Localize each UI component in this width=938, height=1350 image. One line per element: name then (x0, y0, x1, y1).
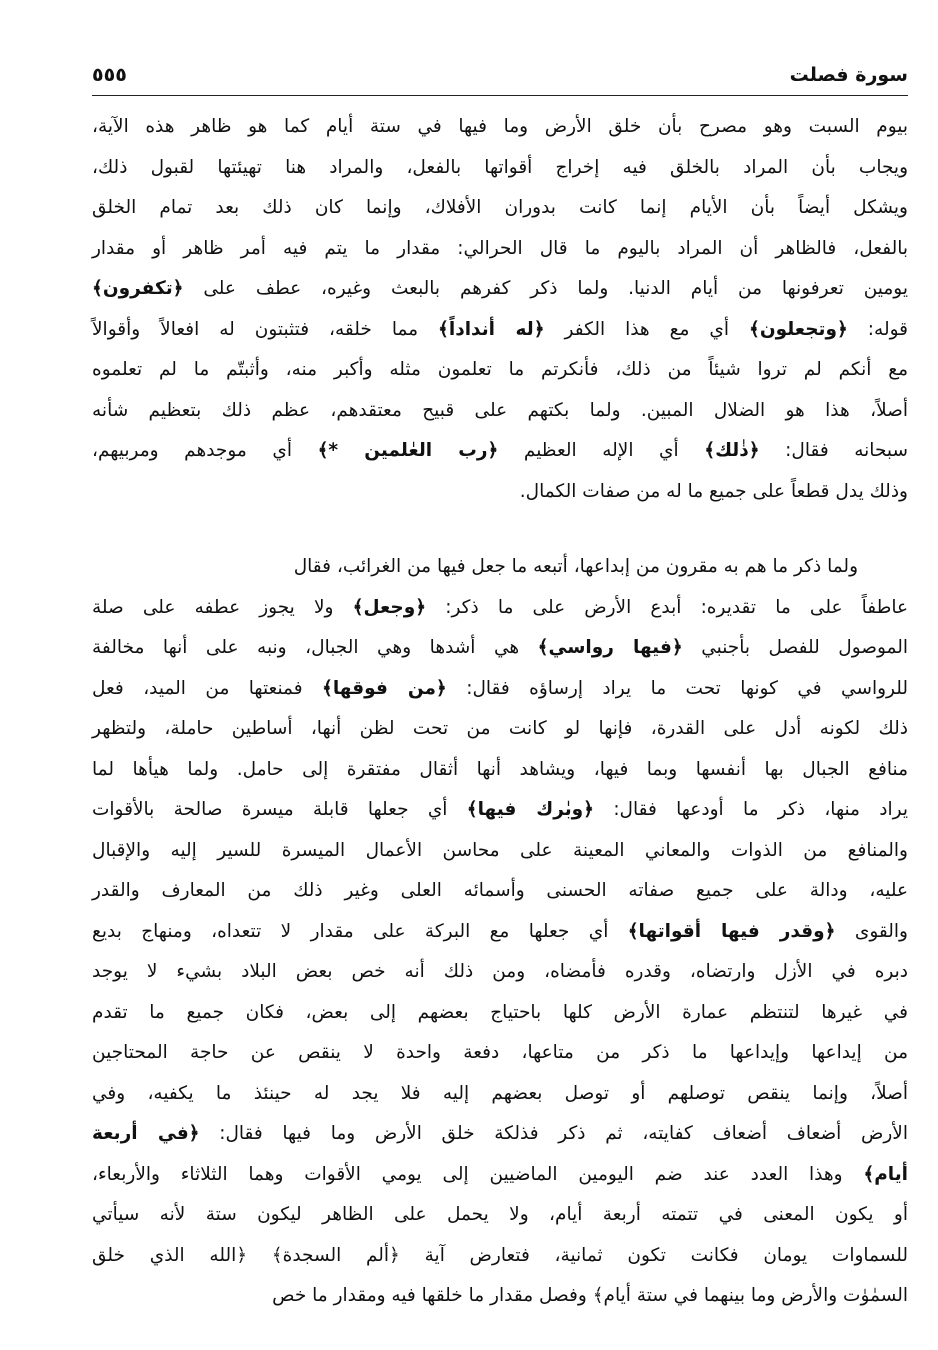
text-segment: أي جعلها قابلة ميسرة صالحة بالأقوات (92, 799, 467, 820)
text-segment: عاطفاً على ما تقديره: أبدع الأرض على ما ذكر: (426, 596, 909, 618)
text-segment: في غيرها لتنتظم عمارة الأرض كلها باحتياج بعضهم إلى بعض، فكان جميع ما تقدم (92, 1001, 908, 1023)
text-line (92, 628, 908, 669)
quran-quote: ﴿وجعل﴾ (352, 596, 427, 618)
text-segment: والقوى (835, 920, 908, 942)
text-segment: ذلك لكونه أدل على القدرة، فإنها لو كانت من تحت لظن أنها، أساطين حاملة، ولتظهر (92, 718, 908, 739)
text-segment: قوله: (847, 318, 908, 340)
text-line (92, 107, 908, 148)
text-segment: والمنافع من الذوات والمعاني المعينة على محاسن الأعمال الميسرة للسير إليه والإقبال (92, 839, 908, 861)
text-line (92, 1236, 908, 1277)
text-segment: للسماوات يومان فكانت تكون ثمانية، فتعارض آية (399, 1244, 908, 1266)
text-line (92, 871, 908, 912)
text-line (92, 229, 908, 270)
text-segment: أو يكون المعنى في تتمته أربعة أيام، ولا يحمل على الظاهر ليكون ستة لأنه سيأتي (92, 1204, 908, 1225)
text-segment: الموصول للفصل بأجنبي (682, 637, 908, 658)
text-line (92, 472, 908, 513)
text-segment: مما خلقه، فتثبتون له افعالاً وأقوالاً (92, 318, 439, 340)
text-line (92, 391, 908, 432)
text-segment: أي موجدهم ومربيهم، (92, 440, 318, 461)
text-segment: مع أنكم لم تروا شيئاً من ذلك، فأنكرتم ما تعلمون مثله وأكبر منه، وأثبتّم ما لم تعلموه (92, 359, 908, 380)
text-line (92, 669, 908, 710)
text-line (92, 912, 908, 953)
text-line (92, 310, 908, 351)
text-line (92, 1074, 908, 1115)
text-segment: دبره في الأزل وارتضاه، وقدره فأمضاه، ومن ذلك أنه خص بعض البلاد بشيء لا يوجد (92, 961, 908, 982)
quran-quote: ﴿رب العٰلمين *﴾ (317, 440, 499, 461)
text-segment: للرواسي في كونها تحت ما يراد إرساؤه فقال: (446, 677, 908, 699)
quran-quote: ﴿في أربعة (92, 1123, 200, 1144)
text-line (92, 431, 908, 472)
quran-quote: ﴿له أنداداً﴾ (438, 318, 545, 340)
text-line (92, 269, 908, 310)
quran-quote: ﴿وبٰرك فيها﴾ (466, 799, 595, 820)
text-segment: السمٰوٰت والأرض وما بينهما في ستة أيام﴾ (592, 1285, 908, 1306)
quran-quote: أيام﴾ (863, 1163, 908, 1185)
text-segment: وهذا العدد عند ضم اليومين الماضيين إلى يومي الأقوات وهما الثلاثاء والأربعاء، (92, 1163, 864, 1185)
text-segment: ولا يجوز عطفه على صلة (92, 596, 353, 618)
text-segment: بيوم السبت وهو مصرح بأن خلق الأرض وما فيها في ستة أيام كما هو ظاهر هذه الآية، (92, 116, 908, 137)
text-line (92, 709, 908, 750)
paragraph-1 (92, 107, 908, 512)
text-line (92, 1114, 908, 1155)
text-segment: الأرض أضعاف أضعاف كفايته، ثم ذكر فذلكة خلق الأرض وما فيها فقال: (199, 1123, 908, 1144)
text-segment: وذلك يدل قطعاً على جميع ما له من صفات الكمال. (519, 480, 908, 502)
text-segment: بالفعل، فالظاهر أن المراد باليوم ما قال الحرالي: مقدار ما يتم فيه أمر ظاهر أو مقدار (92, 237, 908, 259)
quran-quote: ﴿فيها رواسي﴾ (537, 637, 683, 658)
text-segment: عليه، ودالة على جميع صفاته الحسنى وأسمائه العلى وغير ذلك من المعارف والقدر (92, 880, 908, 901)
text-line (92, 1155, 908, 1196)
text-segment: ﴿ألم السجدة﴾ (271, 1244, 400, 1266)
page-number: ٥٥٥ (92, 64, 127, 86)
text-line (92, 1033, 908, 1074)
text-line (92, 188, 908, 229)
text-segment: أي الإله العظيم (498, 440, 705, 461)
quran-quote: ﴿تكفرون﴾ (92, 278, 184, 299)
text-segment: ويجاب بأن المراد بالخلق فيه إخراج أقواتها بالفعل، والمراد هنا تهيئتها لقبول ذلك، (92, 156, 908, 178)
text-line (92, 588, 908, 629)
text-line (92, 831, 908, 872)
quran-quote: ﴿من فوقها﴾ (322, 677, 447, 699)
sura-title: سورة فصلت (789, 64, 908, 86)
text-segment: يراد منها، ذكر ما أودعها فقال: (594, 799, 908, 820)
text-line (92, 790, 908, 831)
text-line (92, 1276, 908, 1317)
text-segment: هي أشدها وهي الجبال، ونبه على أنها مخالفة (92, 637, 538, 658)
text-segment: وفصل مقدار ما خلقها فيه ومقدار ما خص (272, 1285, 593, 1306)
text-segment: من إيداعها وإيداعها ما ذكر من متاعها، دفعة واحدة لا ينقص عن حاجة المحتاجين (92, 1042, 908, 1063)
text-line (92, 148, 908, 189)
text-segment: يومين تعرفونها من أيام الدنيا. ولما ذكر كفرهم بالبعث وغيره، عطف على (183, 278, 908, 299)
text-segment: ولما ذكر ما هم به مقرون من إبداعها، أتبعه ما جعل فيها من الغرائب، فقال (293, 556, 858, 577)
text-line (92, 993, 908, 1034)
text-segment: سبحانه فقال: (759, 440, 908, 461)
text-line (92, 952, 908, 993)
text-segment: أي مع هذا الكفر (544, 318, 749, 340)
text-segment: منافع الجبال بها أنفسها وبما فيها، ويشاهد أنها أثقال مفتقرة إلى حامل. ولما هيأها لما (92, 758, 908, 780)
text-line (92, 750, 908, 791)
text-line (92, 1195, 908, 1236)
text-line (92, 547, 908, 588)
text-segment: أي جعلها مع البركة على مقدار لا تتعداه، ومنهاج بديع (92, 920, 628, 942)
text-line (92, 350, 908, 391)
paragraph-2 (92, 547, 908, 1317)
running-header (92, 60, 908, 96)
quran-quote: ﴿وقدر فيها أقواتها﴾ (627, 920, 836, 942)
text-segment: ويشكل أيضاً بأن الأيام إنما كانت بدوران الأفلاك، وإنما كان ذلك بعد تمام الخلق (92, 197, 908, 218)
text-segment: ﴿الله الذي خلق (92, 1244, 272, 1266)
quran-quote: ﴿ذٰلك﴾ (704, 440, 760, 461)
text-segment: أصلاً، وإنما ينقص توصلهم أو توصل بعضهم إليه فلا يجد له حينئذ ما يكفيه، وفي (92, 1082, 908, 1104)
quran-quote: ﴿وتجعلون﴾ (748, 318, 848, 340)
header-rule (92, 95, 908, 96)
text-segment: فمنعتها من الميد، فعل (92, 677, 323, 699)
text-segment: أصلاً، هذا هو الضلال المبين. ولما بكتهم على قبيح معتقدهم، عظم ذلك بتعظيم شأنه (92, 399, 908, 421)
